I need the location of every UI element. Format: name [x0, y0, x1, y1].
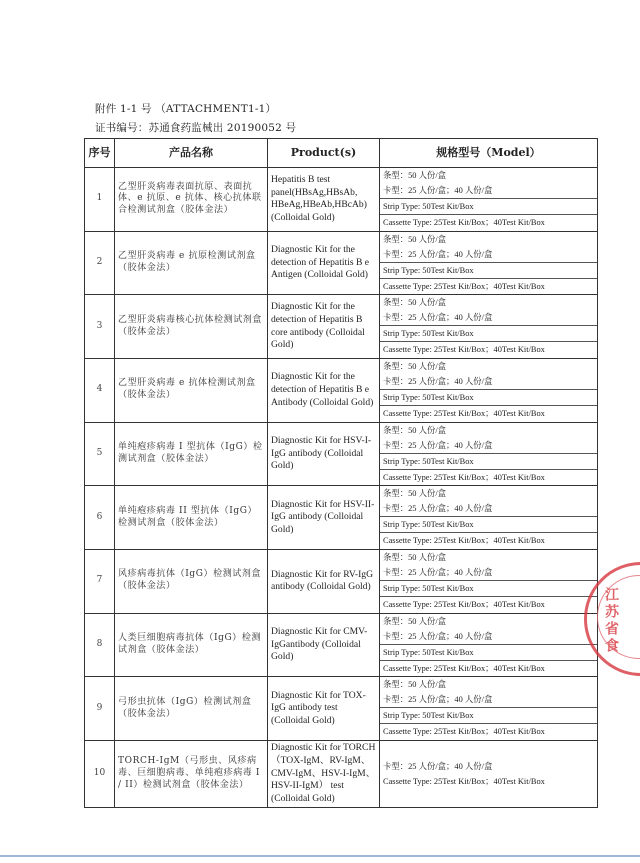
header-products: Product(s) [268, 139, 380, 168]
spec-line: Cassette Type: 25Test Kit/Box；40Test Kit/Box [380, 214, 597, 230]
spec-line: Cassette Type: 25Test Kit/Box；40Test Kit/Box [380, 405, 597, 421]
page-bottom-line [0, 855, 640, 857]
product-name-en: Diagnostic Kit for TORCH（TOX-IgM、RV-IgM、CMV-IgM、HSV-I-IgM、HSV-II-IgM） test (Colloidal Gold) [268, 740, 380, 807]
spec-line: Cassette Type: 25Test Kit/Box；40Test Kit/Box [380, 596, 597, 612]
spec-line: Strip Type: 50Test Kit/Box [380, 389, 597, 405]
spec-line: 条型：50 人份/盒 [383, 616, 447, 626]
row-no: 3 [85, 295, 115, 359]
spec-line: Strip Type: 50Test Kit/Box [380, 644, 597, 660]
model-spec [380, 740, 598, 807]
product-name-cn: 乙型肝炎病毒 e 抗体检测试剂盒（胶体金法） [115, 358, 268, 422]
spec-line: 条型：50 人份/盒 [383, 552, 447, 562]
product-name-cn: 乙型肝炎病毒表面抗原、表面抗体、e 抗原、e 抗体、核心抗体联合检测试剂盒（胶体金法） [115, 168, 268, 232]
spec-line: 卡型：25 人份/盒；40 人份/盒 [383, 695, 493, 705]
header-model: 规格型号（Model） [380, 139, 598, 168]
model-spec [380, 613, 598, 677]
model-spec [380, 358, 598, 422]
spec-line: Cassette Type: 25Test Kit/Box；40Test Kit/Box [380, 532, 597, 548]
spec-line: Cassette Type: 25Test Kit/Box；40Test Kit/Box [380, 341, 597, 357]
product-name-cn: 风疹病毒抗体（IgG）检测试剂盒（胶体金法） [115, 549, 268, 613]
spec-line: Strip Type: 50Test Kit/Box [380, 262, 597, 278]
seal-text: 江苏省食 [603, 587, 619, 655]
row-no: 9 [85, 677, 115, 741]
spec-line: 卡型：25 人份/盒；40 人份/盒 [383, 504, 493, 514]
spec-line: Cassette Type: 25Test Kit/Box；40Test Kit/Box [380, 469, 597, 485]
product-name-cn: 单纯疱疹病毒 I 型抗体（IgG）检测试剂盒（胶体金法） [115, 422, 268, 486]
table-row [85, 486, 598, 550]
spec-line: Strip Type: 50Test Kit/Box [380, 580, 597, 596]
certificate-number: 证书编号：苏通食药监械出 20190052 号 [95, 122, 297, 134]
spec-line: 卡型：25 人份/盒；40 人份/盒 [383, 376, 493, 386]
product-name-en: Diagnostic Kit for RV-IgG antibody (Colloidal Gold) [268, 549, 380, 613]
table-row [85, 422, 598, 486]
model-spec [380, 549, 598, 613]
product-name-cn: 乙型肝炎病毒 e 抗原检测试剂盒（胶体金法） [115, 231, 268, 295]
product-name-en: Diagnostic Kit for HSV-II-IgG antibody (Colloidal Gold) [268, 486, 380, 550]
spec-line: 卡型：25 人份/盒；40 人份/盒 [383, 249, 493, 259]
table-row [85, 549, 598, 613]
spec-line: Cassette Type: 25Test Kit/Box；40Test Kit/Box [383, 776, 545, 786]
spec-line: Strip Type: 50Test Kit/Box [380, 453, 597, 469]
row-no: 6 [85, 486, 115, 550]
product-name-cn: 人类巨细胞病毒抗体（IgG）检测试剂盒（胶体金法） [115, 613, 268, 677]
spec-line: 卡型：25 人份/盒；40 人份/盒 [383, 313, 493, 323]
spec-line: Cassette Type: 25Test Kit/Box；40Test Kit/Box [380, 723, 597, 739]
attachment-label: 附件 1-1 号 （ATTACHMENT1-1） [95, 103, 277, 115]
spec-line: 条型：50 人份/盒 [383, 361, 447, 371]
row-no: 8 [85, 613, 115, 677]
spec-line: 条型：50 人份/盒 [383, 425, 447, 435]
spec-line: 条型：50 人份/盒 [383, 489, 447, 499]
table-row [85, 168, 598, 232]
product-name-cn: 单纯疱疹病毒 II 型抗体（IgG）检测试剂盒（胶体金法） [115, 486, 268, 550]
table-header-row [85, 139, 598, 168]
table-row [85, 613, 598, 677]
product-name-en: Diagnostic Kit for HSV-I-IgG antibody (Colloidal Gold) [268, 422, 380, 486]
model-spec [380, 422, 598, 486]
spec-line: 条型：50 人份/盒 [383, 298, 447, 308]
row-no: 7 [85, 549, 115, 613]
product-name-en: Diagnostic Kit for CMV-IgGantibody (Colloidal Gold) [268, 613, 380, 677]
table-row [85, 295, 598, 359]
model-spec [380, 677, 598, 741]
spec-line: 卡型：25 人份/盒；40 人份/盒 [383, 567, 493, 577]
row-no: 1 [85, 168, 115, 232]
header-no: 序号 [85, 139, 115, 168]
spec-line: Strip Type: 50Test Kit/Box [380, 325, 597, 341]
row-no: 10 [85, 740, 115, 807]
row-no: 2 [85, 231, 115, 295]
row-no: 5 [85, 422, 115, 486]
product-name-cn: 乙型肝炎病毒核心抗体检测试剂盒（胶体金法） [115, 295, 268, 359]
product-name-en: Diagnostic Kit for the detection of Hepatitis B e Antibody (Colloidal Gold) [268, 358, 380, 422]
model-spec [380, 486, 598, 550]
model-spec [380, 295, 598, 359]
product-name-en: Diagnostic Kit for TOX-IgG antibody test (Colloidal Gold) [268, 677, 380, 741]
spec-line: 条型：50 人份/盒 [383, 171, 447, 180]
spec-line: 卡型：25 人份/盒；40 人份/盒 [383, 631, 493, 641]
spec-line: Cassette Type: 25Test Kit/Box；40Test Kit/Box [380, 660, 597, 676]
model-spec [380, 231, 598, 295]
table-row [85, 231, 598, 295]
spec-line: 条型：50 人份/盒 [383, 680, 447, 690]
product-name-en: Diagnostic Kit for the detection of Hepatitis B e Antigen (Colloidal Gold) [268, 231, 380, 295]
product-table [84, 138, 598, 808]
table-row [85, 358, 598, 422]
spec-line: 卡型：25 人份/盒；40 人份/盒 [383, 761, 493, 771]
spec-line: Cassette Type: 25Test Kit/Box；40Test Kit/Box [380, 278, 597, 294]
spec-line: Strip Type: 50Test Kit/Box [380, 198, 597, 214]
spec-line: 卡型：25 人份/盒；40 人份/盒 [383, 440, 493, 450]
product-name-cn: TORCH-IgM（弓形虫、风疹病毒、巨细胞病毒、单纯疱疹病毒 I / II）检测试剂盒（胶体金法） [115, 740, 268, 807]
header-cn-name: 产品名称 [115, 139, 268, 168]
product-name-en: Diagnostic Kit for the detection of Hepatitis B core antibody (Colloidal Gold) [268, 295, 380, 359]
spec-line: Strip Type: 50Test Kit/Box [380, 516, 597, 532]
spec-line: 条型：50 人份/盒 [383, 234, 447, 244]
spec-line: Strip Type: 50Test Kit/Box [380, 707, 597, 723]
table-row [85, 740, 598, 807]
model-spec [380, 168, 598, 232]
row-no: 4 [85, 358, 115, 422]
table-row [85, 677, 598, 741]
product-name-en: Hepatitis B test panel(HBsAg,HBsAb, HBeAg,HBeAb,HBcAb)(Colloidal Gold) [268, 168, 380, 232]
product-name-cn: 弓形虫抗体（IgG）检测试剂盒（胶体金法） [115, 677, 268, 741]
spec-line: 卡型：25 人份/盒；40 人份/盒 [383, 186, 493, 195]
